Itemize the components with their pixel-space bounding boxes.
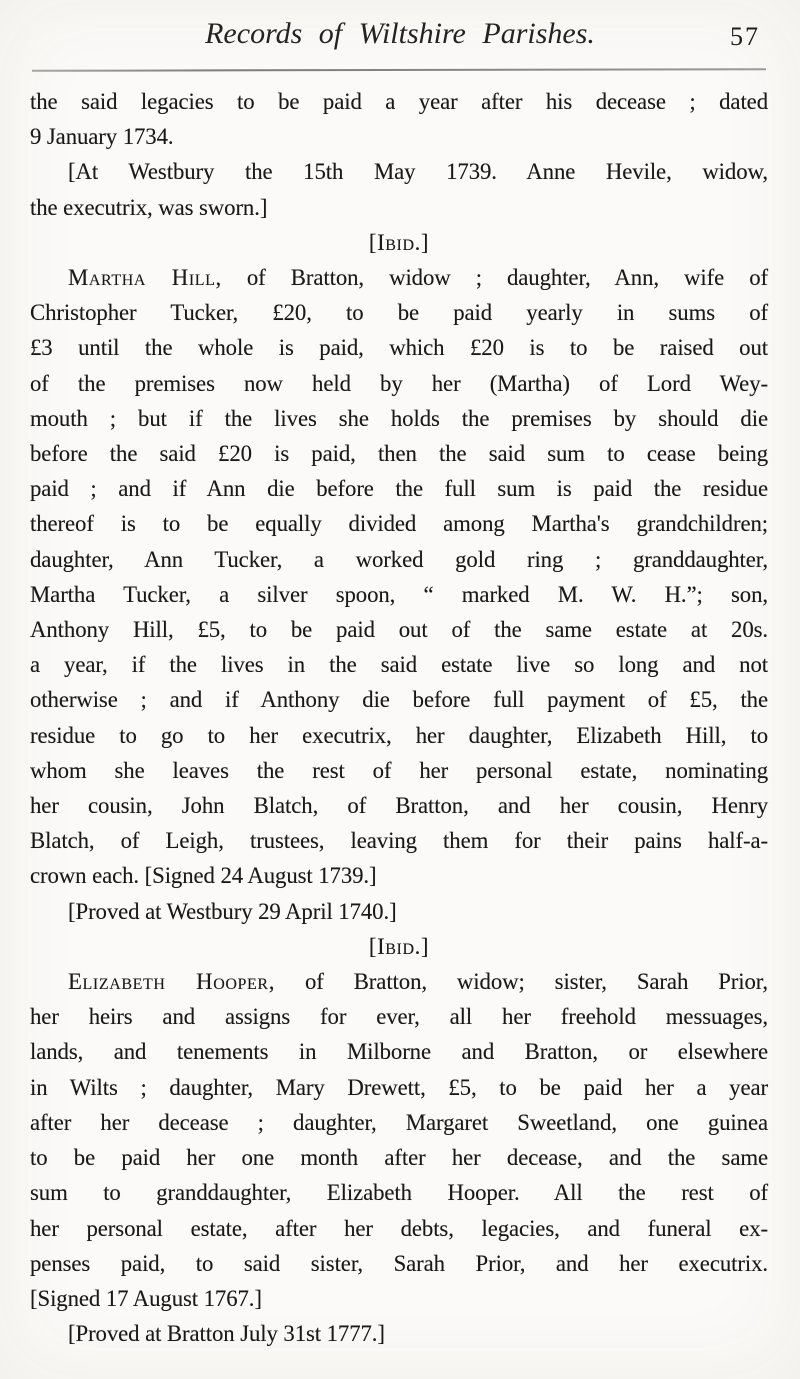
text-line: penses paid, to said sister, Sarah Prior, and her executrix.	[30, 1250, 768, 1276]
text-line: her cousin, John Blatch, of Bratton, and her cousin, Henry	[30, 793, 768, 819]
text-line: the said legacies to be paid a year after his decease ; dated	[30, 89, 768, 114]
record-name: Elizabeth Hooper,	[68, 969, 275, 995]
record-name: Martha Hill,	[68, 265, 222, 291]
text-line: the executrix, was sworn.]	[30, 194, 268, 220]
text-line: her heirs and assigns for ever, all her freehold messuages,	[30, 1004, 768, 1030]
text-line: to be paid her one month after her decease, and the same	[30, 1145, 768, 1171]
text-line: sum to granddaughter, Elizabeth Hooper. All the rest of	[30, 1180, 768, 1206]
text-line: Martha Tucker, a silver spoon, “ marked M. W. H.”; son,	[30, 581, 768, 607]
text-line: thereof is to be equally divided among Martha's grandchildren;	[30, 511, 768, 537]
text-line	[30, 260, 768, 295]
text-line: her personal estate, after her debts, legacies, and funeral ex-	[30, 1215, 768, 1241]
text-line: residue to go to her executrix, her daughter, Elizabeth Hill, to	[30, 722, 768, 748]
text-line: after her decease ; daughter, Margaret Sweetland, one guinea	[30, 1109, 768, 1135]
text-line	[30, 964, 768, 999]
page-body	[30, 84, 768, 1351]
text-line: otherwise ; and if Anthony die before full payment of £5, the	[30, 687, 768, 713]
text-line-rest: of Bratton, widow; sister, Sarah Prior,	[275, 969, 768, 995]
text-line-rest: of Bratton, widow ; daughter, Ann, wife of	[221, 265, 769, 291]
text-line: [Signed 17 August 1767.]	[30, 1285, 262, 1311]
text-line: £3 until the whole is paid, which £20 is to be raised out	[30, 335, 768, 361]
text-line: Christopher Tucker, £20, to be paid yearly in sums of	[30, 300, 768, 326]
text-line: mouth ; but if the lives she holds the premises by should die	[30, 405, 768, 431]
text-line: whom she leaves the rest of her personal estate, nominating	[30, 757, 768, 783]
text-line: 9 January 1734.	[30, 124, 174, 150]
header-divider	[32, 68, 766, 72]
text-line: paid ; and if Ann die before the full sum is paid the residue	[30, 476, 768, 502]
text-line: crown each. [Signed 24 August 1739.]	[30, 863, 377, 889]
text-line: lands, and tenements in Milborne and Bratton, or elsewhere	[30, 1039, 768, 1065]
text-line: of the premises now held by her (Martha) of Lord Wey-	[30, 370, 768, 396]
text-line: in Wilts ; daughter, Mary Drewett, £5, to be paid her a year	[30, 1074, 768, 1100]
text-line: Anthony Hill, £5, to be paid out of the same estate at 20s.	[30, 617, 768, 643]
page-header	[0, 0, 800, 52]
text-line: a year, if the lives in the said estate live so long and not	[30, 652, 768, 678]
ibid-heading: [Ibid.]	[368, 933, 430, 959]
ibid-heading: [Ibid.]	[368, 229, 430, 255]
text-line: Blatch, of Leigh, trustees, leaving them for their pains half-a-	[30, 828, 768, 854]
text-line: [Proved at Westbury 29 April 1740.]	[68, 898, 397, 924]
text-line: [Proved at Bratton July 31st 1777.]	[68, 1321, 385, 1347]
page-number: 57	[730, 22, 760, 51]
text-line: daughter, Ann Tucker, a worked gold ring ; granddaughter,	[30, 546, 768, 572]
text-line: before the said £20 is paid, then the said sum to cease being	[30, 441, 768, 467]
running-title: Records of Wiltshire Parishes.	[205, 17, 595, 50]
text-line: [At Westbury the 15th May 1739. Anne Hevile, widow,	[68, 159, 768, 185]
